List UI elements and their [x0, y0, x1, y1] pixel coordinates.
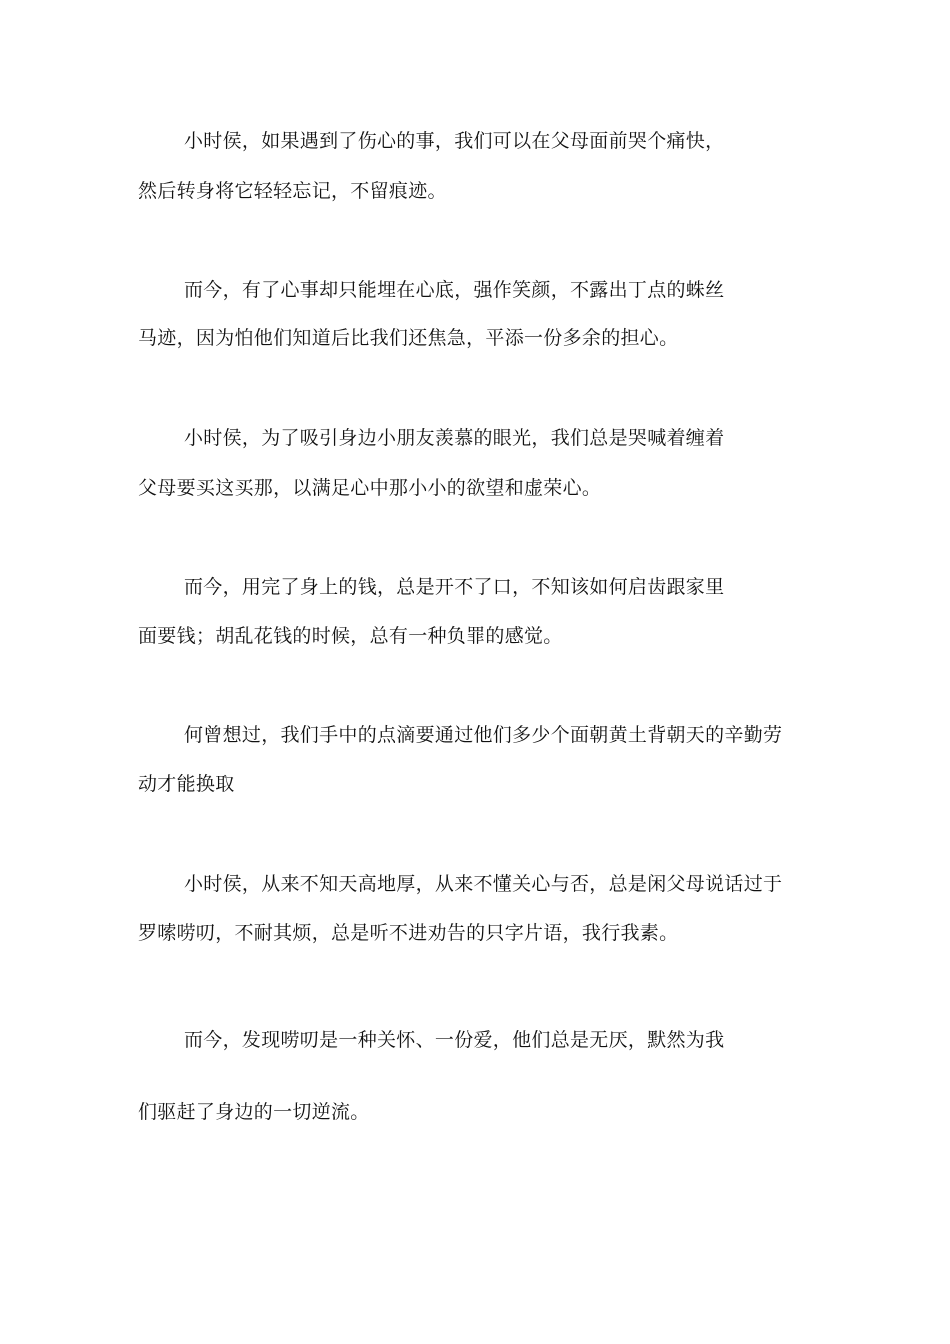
paragraph-1-line-2: 然后转身将它轻轻忘记，不留痕迹。: [138, 180, 447, 202]
paragraph-4-line-1: 而今，用完了身上的钱，总是开不了口，不知该如何启齿跟家里: [184, 576, 725, 598]
paragraph-3-line-2: 父母要买这买那，以满足心中那小小的欲望和虚荣心。: [138, 477, 602, 499]
paragraph-5-line-2: 动才能换取: [138, 773, 235, 795]
paragraph-1-line-1: 小时侯，如果遇到了伤心的事，我们可以在父母面前哭个痛快，: [184, 130, 725, 152]
paragraph-2-line-1: 而今，有了心事却只能埋在心底，强作笑颜，不露出丁点的蛛丝: [184, 279, 725, 301]
paragraph-7-line-2: 们驱赶了身边的一切逆流。: [138, 1101, 370, 1123]
paragraph-7-line-1: 而今，发现唠叨是一种关怀、一份爱，他们总是无厌，默然为我: [184, 1029, 725, 1051]
paragraph-6-line-1: 小时侯，从来不知天高地厚，从来不懂关心与否，总是闲父母说话过于: [184, 873, 783, 895]
paragraph-5-line-1: 何曾想过，我们手中的点滴要通过他们多少个面朝黄土背朝天的辛勤劳: [184, 724, 783, 746]
paragraph-2-line-2: 马迹，因为怕他们知道后比我们还焦急，平添一份多余的担心。: [138, 327, 679, 349]
paragraph-3-line-1: 小时侯，为了吸引身边小朋友羡慕的眼光，我们总是哭喊着缠着: [184, 427, 725, 449]
paragraph-6-line-2: 罗嗦唠叨，不耐其烦，总是听不进劝告的只字片语，我行我素。: [138, 922, 679, 944]
paragraph-4-line-2: 面要钱；胡乱花钱的时候，总有一种负罪的感觉。: [138, 625, 563, 647]
